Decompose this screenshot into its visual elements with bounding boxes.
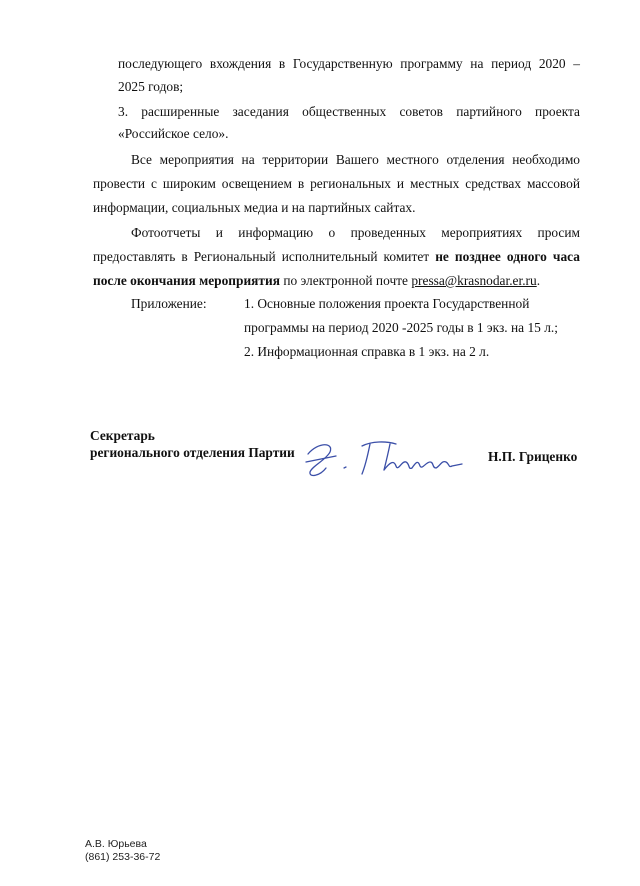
paragraph1-line1: Все мероприятия на территории Вашего местного отделения необходимо	[131, 152, 580, 167]
paragraph2-line1: Фотоотчеты и информацию о проведенных мероприятиях просим	[131, 225, 580, 240]
paragraph2-line2-text: предоставлять в Региональный исполнительный комитет	[93, 249, 430, 264]
paragraph2-line3-text: по электронной почте	[283, 273, 408, 288]
signature-stroke-body	[384, 462, 462, 470]
signature-stroke-initial	[308, 445, 331, 476]
paragraph1-line2: провести с широким освещением в региональных и местных средствах массовой	[93, 176, 580, 191]
signatory-title-line1: Секретарь	[90, 428, 155, 443]
signature-ink	[306, 442, 462, 476]
executor-phone: (861) 253-36-72	[85, 851, 161, 863]
item3-line2: «Российское село».	[118, 126, 229, 141]
paragraph2-end: .	[536, 273, 541, 288]
item3-line1: 3. расширенные заседания общественных советов партийного проекта	[118, 104, 580, 119]
handwritten-signature	[300, 432, 470, 492]
executor-name: А.В. Юрьева	[85, 838, 147, 850]
signatory-name: Н.П. Гриценко	[488, 449, 578, 464]
deadline-emphasis-cont: после окончания мероприятия	[93, 273, 280, 288]
email-link[interactable]: pressa@krasnodar.er.ru	[411, 273, 537, 288]
attachment-1-line1: 1. Основные положения проекта Государственной	[244, 296, 530, 311]
attachment-2: 2. Информационная справка в 1 экз. на 2 л.	[244, 344, 490, 359]
signature-dot	[344, 467, 346, 468]
signature-stroke-top	[362, 442, 396, 446]
paragraph2-line2	[93, 249, 580, 265]
signatory-title-line2: регионального отделения Партии	[90, 445, 295, 460]
attachment-1-line2: программы на период 2020 -2025 годы в 1 экз. на 15 л.;	[244, 320, 558, 335]
item2-line1: последующего вхождения в Государственную программу на период 2020 –	[118, 56, 580, 71]
paragraph2-line3	[93, 273, 540, 289]
item2-line2: 2025 годов;	[118, 79, 184, 94]
deadline-emphasis: не позднее одного часа	[435, 249, 580, 264]
paragraph1-line3: информации, социальных медиа и на партийных сайтах.	[93, 200, 416, 215]
signature-stroke-left-leg	[362, 444, 370, 474]
attachments-label: Приложение:	[131, 296, 207, 311]
